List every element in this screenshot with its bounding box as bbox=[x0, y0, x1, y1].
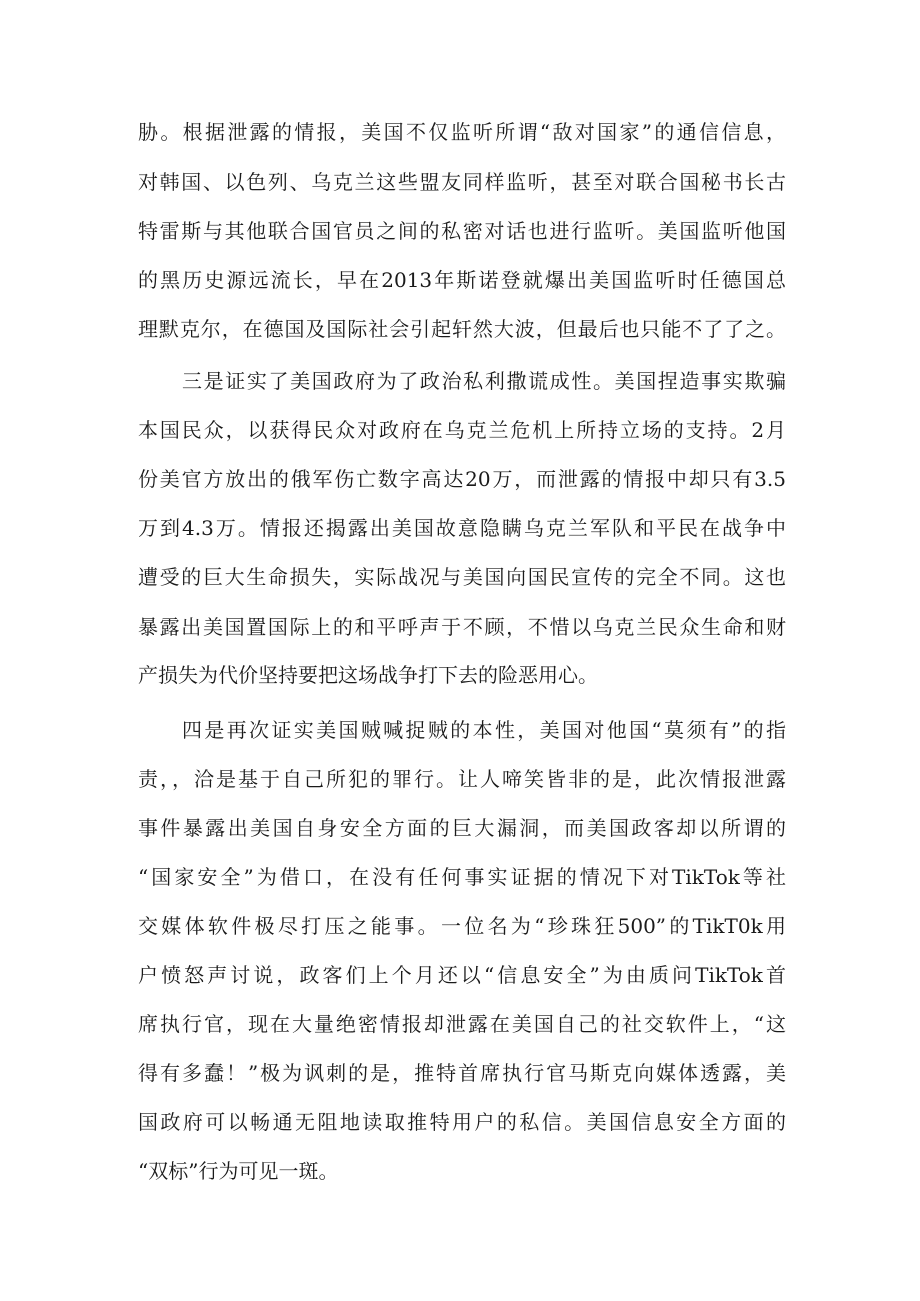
paragraph-3-line-1: 四是再次证实美国贼喊捉贼的本性，美国对他国“莫须有”的指 bbox=[182, 718, 786, 742]
paragraph-2-line-4: 万到4.3万。情报还揭露出美国故意隐瞒乌克兰军队和平民在战争中 bbox=[138, 516, 786, 540]
paragraph-3-line-9: 国政府可以畅通无阻地读取推特用户的私信。美国信息安全方面的 bbox=[138, 1110, 786, 1134]
paragraph-3-line-10: “双标”行为可见一斑。 bbox=[138, 1159, 339, 1183]
paragraph-1-line-1: 胁。根据泄露的情报，美国不仅监听所谓“敌对国家”的通信信息， bbox=[138, 120, 786, 144]
paragraph-3-line-3: 事件暴露出美国自身安全方面的巨大漏洞，而美国政客却以所谓的 bbox=[138, 816, 786, 840]
paragraph-1-line-5: 理默克尔，在德国及国际社会引起轩然大波，但最后也只能不了了之。 bbox=[138, 317, 786, 341]
paragraph-3-line-2: 责，，洽是基于自己所犯的罪行。让人啼笑皆非的是，此次情报泄露 bbox=[138, 767, 786, 791]
paragraph-1-line-2: 对韩国、以色列、乌克兰这些盟友同样监听，甚至对联合国秘书长古 bbox=[138, 170, 786, 194]
paragraph-2-line-7: 产损失为代价坚持要把这场战争打下去的险恶用心。 bbox=[138, 663, 598, 687]
paragraph-1-line-4: 的黑历史源远流长，早在2013年斯诺登就爆出美国监听时任德国总 bbox=[138, 268, 786, 292]
paragraph-2-line-3: 份美官方放出的俄军伤亡数字高达20万，而泄露的情报中却只有3.5 bbox=[138, 467, 786, 491]
paragraph-2-line-5: 遭受的巨大生命损失，实际战况与美国向国民宣传的完全不同。这也 bbox=[138, 565, 786, 589]
paragraph-2-line-2: 本国民众，以获得民众对政府在乌克兰危机上所持立场的支持。2月 bbox=[138, 418, 786, 442]
paragraph-2-line-1: 三是证实了美国政府为了政治私利撒谎成性。美国捏造事实欺骗 bbox=[182, 369, 786, 393]
paragraph-3-line-8: 得有多蠢！”极为讽刺的是，推特首席执行官马斯克向媒体透露，美 bbox=[138, 1061, 786, 1085]
paragraph-1-line-3: 特雷斯与其他联合国官员之间的私密对话也进行监听。美国监听他国 bbox=[138, 219, 786, 243]
paragraph-3-line-6: 户愤怒声讨说，政客们上个月还以“信息安全”为由质问TikTok首 bbox=[138, 963, 786, 987]
paragraph-3-line-4: “国家安全”为借口，在没有任何事实证据的情况下对TikTok等社 bbox=[138, 865, 786, 889]
paragraph-3-line-7: 席执行官，现在大量绝密情报却泄露在美国自己的社交软件上，“这 bbox=[138, 1012, 786, 1036]
paragraph-3-line-5: 交媒体软件极尽打压之能事。一位名为“珍珠狂500”的TikT0k用 bbox=[138, 914, 786, 938]
paragraph-2-line-6: 暴露出美国置国际上的和平呼声于不顾，不惜以乌克兰民众生命和财 bbox=[138, 615, 786, 639]
